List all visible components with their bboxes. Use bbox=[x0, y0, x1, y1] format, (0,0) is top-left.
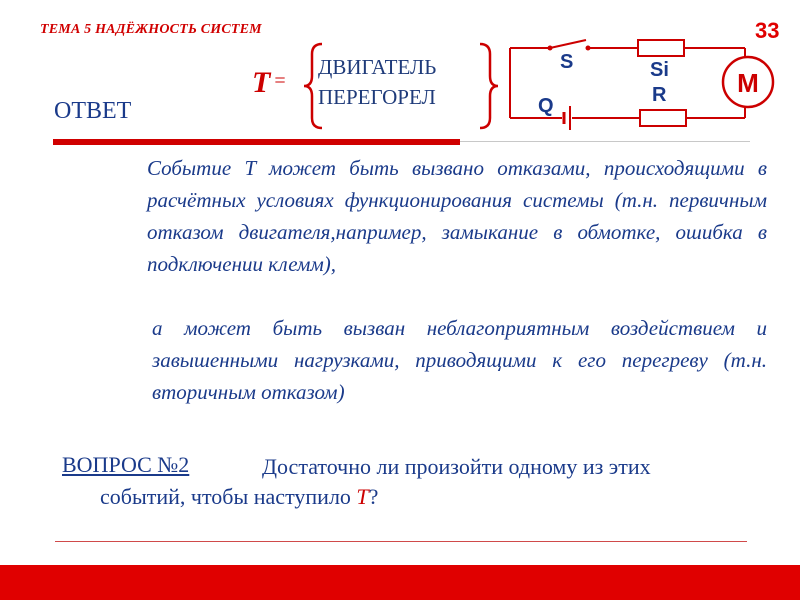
title-divider-line bbox=[460, 141, 750, 142]
equals-sign: = bbox=[274, 70, 286, 92]
source-label: Q bbox=[538, 95, 554, 117]
resistor-r bbox=[640, 110, 686, 126]
question-text-prefix: событий, чтобы наступило bbox=[100, 484, 357, 509]
circuit-diagram bbox=[490, 30, 780, 135]
slide-number: 33 bbox=[755, 18, 780, 43]
event-formula bbox=[252, 66, 286, 100]
event-line-1: ДВИГАТЕЛЬ bbox=[318, 55, 437, 79]
event-line-2: ПЕРЕГОРЕЛ bbox=[318, 85, 436, 109]
answer-title: ОТВЕТ bbox=[54, 98, 132, 124]
resistor-si-label: Si bbox=[650, 59, 669, 81]
question-text-line-1: Достаточно ли произойти одному из этих bbox=[262, 454, 651, 479]
resistor-r-label: R bbox=[652, 84, 667, 106]
motor-label: M bbox=[737, 68, 759, 98]
question-label: ВОПРОС №2 bbox=[62, 452, 190, 477]
answer-paragraph-2: а может быть вызван неблагоприятным воздействием и завышенными нагрузками, приводящими к его перегреву (т.н. вторичным отказом) bbox=[152, 316, 767, 404]
switch-blade bbox=[550, 40, 586, 48]
bottom-divider-line bbox=[55, 541, 747, 542]
switch-label: S bbox=[560, 51, 574, 73]
title-underline-bar bbox=[53, 139, 460, 145]
topic-title: ТЕМА 5 НАДЁЖНОСТЬ СИСТЕМ bbox=[40, 22, 262, 37]
resistor-si bbox=[638, 40, 684, 56]
question-event-symbol: T bbox=[356, 484, 369, 509]
question-text-suffix: ? bbox=[368, 484, 379, 509]
answer-paragraph-1: Событие T может быть вызвано отказами, происходящими в расчётных условиях функционирования системы (т.н. первичным отказом двигателя,например, замыкание в обмотке, ошибка в подключении клемм), bbox=[147, 156, 767, 276]
event-description bbox=[318, 52, 478, 112]
event-symbol: T bbox=[252, 66, 271, 99]
question-text-line-2 bbox=[100, 482, 378, 512]
footer-bar bbox=[0, 565, 800, 600]
